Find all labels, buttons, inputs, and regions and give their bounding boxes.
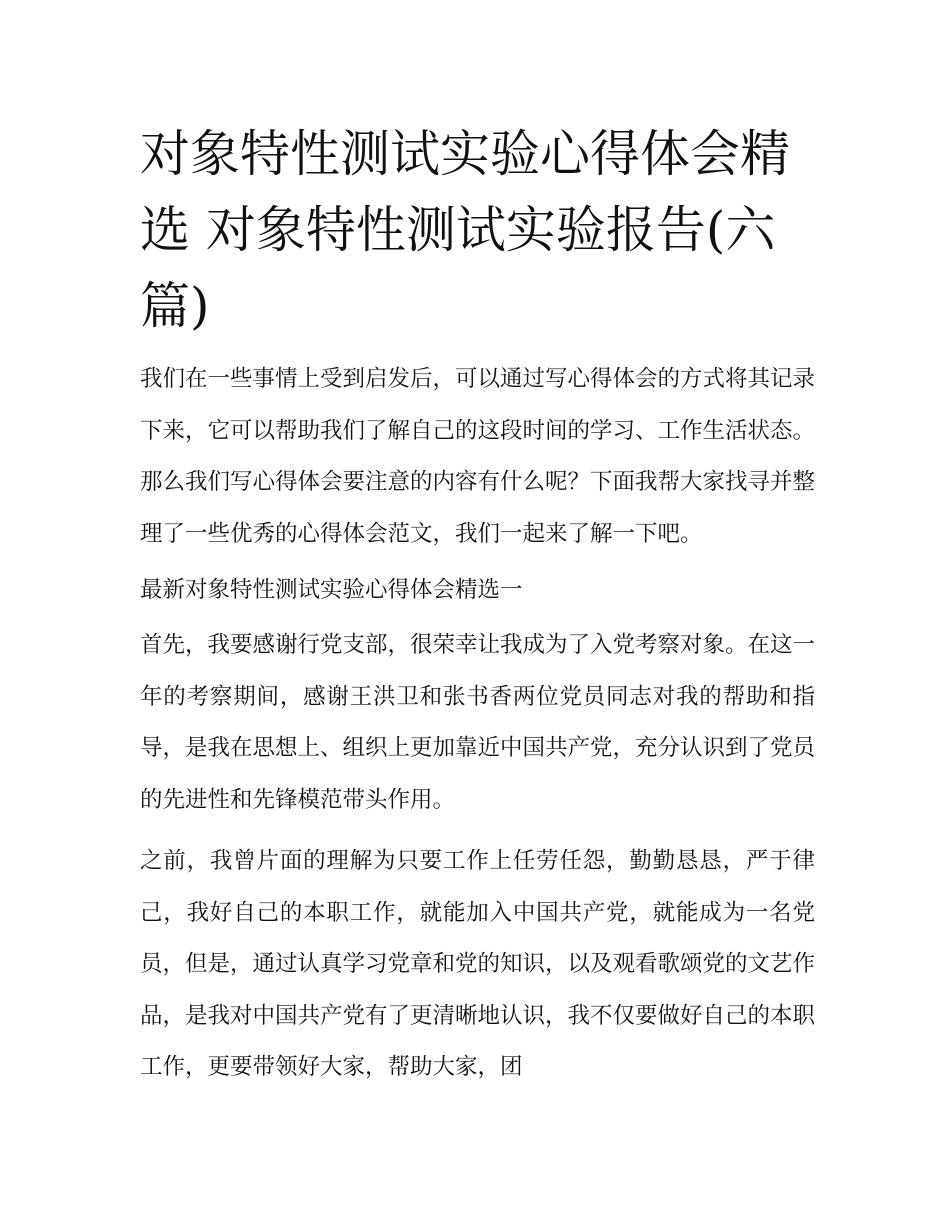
section-heading: 最新对象特性测试实验心得体会精选一 <box>140 577 523 603</box>
document-body <box>140 354 815 1104</box>
intro-paragraph: 我们在一些事情上受到启发后，可以通过写心得体会的方式将其记录下来，它可以帮助我们了解自己的这段时间的学习、工作生活状态。那么我们写心得体会要注意的内容有什么呢？下面我帮大家找寻并整理了一些优秀的心得体会范文，我们一起来了解一下吧。 <box>140 366 816 547</box>
body-paragraph-2: 之前，我曾片面的理解为只要工作上任劳任怨，勤勤恳恳，严于律己，我好自己的本职工作，就能加入中国共产党，就能成为一名党员，但是，通过认真学习党章和党的知识，以及观看歌颂党的文艺作品，是我对中国共产党有了更清晰地认识，我不仅要做好自己的本职工作，更要带领好大家，帮助大家，团 <box>140 848 816 1080</box>
document-title: 对象特性测试实验心得体会精选 对象特性测试实验报告(六篇) <box>140 125 790 335</box>
body-paragraph-1: 首先，我要感谢行党支部，很荣幸让我成为了入党考察对象。在这一年的考察期间，感谢王洪卫和张书香两位党员同志对我的帮助和指导，是我在思想上、组织上更加靠近中国共产党，充分认识到了党员的先进性和先锋模范带头作用。 <box>140 632 816 813</box>
